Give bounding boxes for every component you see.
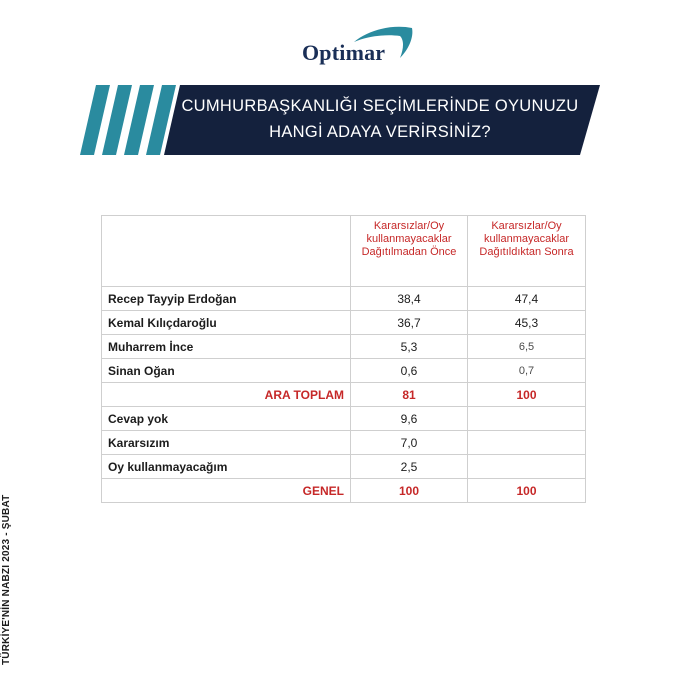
total-before: 100 — [351, 479, 468, 503]
subtotal-label: ARA TOPLAM — [102, 383, 351, 407]
header-after — [468, 216, 586, 287]
table-row — [102, 407, 586, 431]
row-before: 0,6 — [351, 359, 468, 383]
table-row — [102, 287, 586, 311]
banner-title — [180, 93, 580, 145]
row-label: Sinan Oğan — [102, 359, 351, 383]
row-after: 0,7 — [468, 359, 586, 383]
row-after: 47,4 — [468, 287, 586, 311]
row-label: Oy kullanmayacağım — [102, 455, 351, 479]
row-after: 6,5 — [468, 335, 586, 359]
header-before — [351, 216, 468, 287]
header-before-line: Dağıtılmadan Önce — [361, 246, 457, 258]
banner-title-line1: CUMHURBAŞKANLIĞI SEÇİMLERİNDE OYUNUZU — [181, 97, 579, 115]
side-caption: TÜRKİYE'NİN NABZI 2023 - ŞUBAT — [1, 494, 12, 665]
row-before: 38,4 — [351, 287, 468, 311]
row-label: Recep Tayyip Erdoğan — [102, 287, 351, 311]
header-before-line: kullanmayacaklar — [366, 233, 452, 245]
table-row — [102, 335, 586, 359]
row-before: 36,7 — [351, 311, 468, 335]
row-after — [468, 455, 586, 479]
subtotal-row — [102, 383, 586, 407]
poll-table — [101, 215, 586, 503]
row-before: 7,0 — [351, 431, 468, 455]
logo-text: Optimar — [302, 40, 386, 65]
total-after: 100 — [468, 479, 586, 503]
header-after-line: Kararsızlar/Oy — [491, 220, 562, 232]
table-row — [102, 431, 586, 455]
row-label: Kararsızım — [102, 431, 351, 455]
header-before-line: Kararsızlar/Oy — [373, 220, 445, 232]
header-after-line: Dağıtıldıktan Sonra — [479, 246, 574, 258]
row-label: Kemal Kılıçdaroğlu — [102, 311, 351, 335]
row-before: 2,5 — [351, 455, 468, 479]
row-after — [468, 407, 586, 431]
table-row — [102, 311, 586, 335]
total-row — [102, 479, 586, 503]
row-label: Muharrem İnce — [102, 335, 351, 359]
header-after-line: kullanmayacaklar — [484, 233, 569, 245]
subtotal-after: 100 — [468, 383, 586, 407]
total-label: GENEL — [102, 479, 351, 503]
row-after: 45,3 — [468, 311, 586, 335]
row-label: Cevap yok — [102, 407, 351, 431]
banner-title-line2: HANGİ ADAYA VERİRSİNİZ? — [269, 123, 491, 141]
table-row — [102, 455, 586, 479]
row-before: 5,3 — [351, 335, 468, 359]
row-after — [468, 431, 586, 455]
table-row — [102, 359, 586, 383]
title-banner — [80, 85, 600, 155]
optimar-logo — [296, 24, 424, 70]
header-empty-cell — [102, 216, 351, 287]
subtotal-before: 81 — [351, 383, 468, 407]
row-before: 9,6 — [351, 407, 468, 431]
table-header-row — [102, 216, 586, 287]
